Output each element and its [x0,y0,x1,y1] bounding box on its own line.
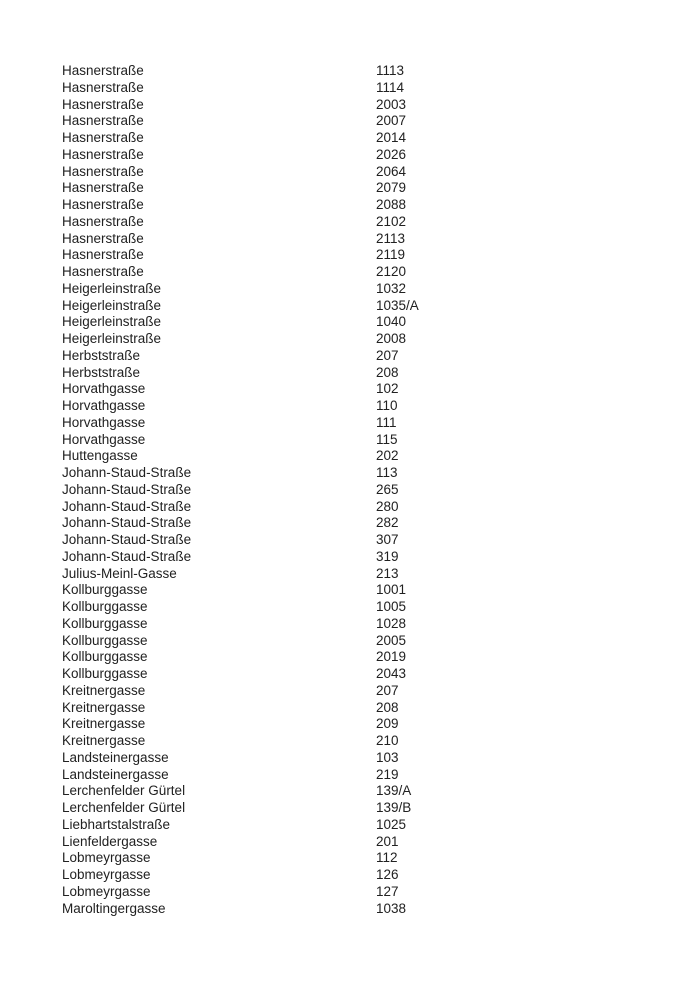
table-row [62,884,680,901]
street-name-cell: Heigerleinstraße [62,331,162,346]
street-number-cell: 2079 [376,180,407,196]
street-name-cell: Hasnerstraße [62,247,144,263]
table-row [62,532,680,549]
street-number-cell: 2005 [376,632,407,648]
street-name-cell: Hasnerstraße [62,96,144,112]
street-number-cell: 112 [376,850,398,866]
street-number-cell: 2043 [376,666,407,681]
street-name-cell: Kollburggasse [62,615,148,631]
street-name-cell: Heigerleinstraße [62,280,162,296]
table-row [62,147,680,164]
table-row [62,683,680,700]
table-row [62,130,680,147]
table-row [62,415,680,432]
street-name-cell: Lobmeyrgasse [62,850,151,866]
street-name-cell: Horvathgasse [62,381,146,397]
street-name-cell: Hasnerstraße [62,146,144,162]
street-number-cell: 115 [376,431,398,447]
street-name-cell: Hasnerstraße [62,79,144,95]
table-row [62,348,680,365]
street-name-cell: Hasnerstraße [62,113,144,129]
street-list [62,63,680,917]
street-name-cell: Horvathgasse [62,414,146,430]
table-row [62,365,680,382]
street-name-cell: Herbststraße [62,347,141,363]
street-number-cell: 2003 [376,96,407,112]
table-row [62,901,680,918]
street-number-cell: 1038 [376,900,407,916]
street-name-cell: Hasnerstraße [62,180,144,196]
table-row [62,197,680,214]
street-number-cell: 111 [376,414,397,430]
table-row [62,800,680,817]
street-number-cell: 213 [376,565,399,581]
street-name-cell: Hasnerstraße [62,130,144,145]
street-name-cell: Huttengasse [62,448,138,464]
table-row [62,850,680,867]
table-row [62,549,680,566]
street-number-cell: 209 [376,716,399,732]
table-row [62,180,680,197]
street-name-cell: Horvathgasse [62,398,146,413]
street-name-cell: Landsteinergasse [62,766,169,782]
street-number-cell: 1032 [376,280,407,296]
table-row [62,231,680,248]
street-name-cell: Lobmeyrgasse [62,883,151,899]
table-row [62,381,680,398]
table-row [62,817,680,834]
table-row [62,281,680,298]
table-row [62,398,680,415]
street-number-cell: 1040 [376,314,407,330]
street-name-cell: Kreitnergasse [62,682,146,698]
table-row [62,582,680,599]
street-number-cell: 2007 [376,113,407,129]
street-number-cell: 1113 [376,63,405,78]
street-name-cell: Maroltingergasse [62,900,166,916]
street-number-cell: 1028 [376,615,407,631]
table-row [62,834,680,851]
table-row [62,63,680,80]
table-row [62,666,680,683]
table-row [62,80,680,97]
street-number-cell: 2120 [376,264,407,279]
table-row [62,465,680,482]
street-number-cell: 139/A [376,783,412,799]
street-name-cell: Johann-Staud-Straße [62,481,192,497]
street-number-cell: 210 [376,733,399,748]
table-row [62,331,680,348]
street-name-cell: Hasnerstraße [62,264,144,279]
street-number-cell: 113 [376,465,398,480]
street-number-cell: 207 [376,682,399,698]
street-number-cell: 2014 [376,130,407,145]
table-row [62,113,680,130]
street-name-cell: Hasnerstraße [62,163,144,179]
street-name-cell: Hasnerstraße [62,213,144,229]
street-number-cell: 2019 [376,649,407,665]
street-number-cell: 2119 [376,247,406,263]
street-number-cell: 1005 [376,599,407,614]
table-row [62,649,680,666]
street-number-cell: 219 [376,766,399,782]
street-name-cell: Kreitnergasse [62,699,146,715]
street-name-cell: Johann-Staud-Straße [62,465,192,480]
street-name-cell: Johann-Staud-Straße [62,515,192,531]
table-row [62,164,680,181]
street-name-cell: Johann-Staud-Straße [62,548,192,564]
table-row [62,499,680,516]
street-number-cell: 282 [376,515,399,531]
street-name-cell: Heigerleinstraße [62,297,162,313]
street-name-cell: Kollburggasse [62,632,148,648]
street-name-cell: Johann-Staud-Straße [62,532,192,547]
street-number-cell: 102 [376,381,399,397]
street-number-cell: 1114 [376,79,405,95]
table-row [62,750,680,767]
street-number-cell: 103 [376,749,399,765]
street-number-cell: 110 [376,398,398,413]
street-number-cell: 2088 [376,197,407,212]
table-row [62,298,680,315]
table-row [62,482,680,499]
street-name-cell: Lerchenfelder Gürtel [62,800,186,815]
street-number-cell: 2113 [376,230,406,246]
street-number-cell: 139/B [376,800,412,815]
street-number-cell: 127 [376,883,399,899]
table-row [62,783,680,800]
street-number-cell: 307 [376,532,399,547]
street-name-cell: Heigerleinstraße [62,314,162,330]
table-row [62,767,680,784]
street-name-cell: Horvathgasse [62,431,146,447]
street-name-cell: Lienfeldergasse [62,833,158,849]
table-row [62,599,680,616]
street-number-cell: 2102 [376,213,407,229]
street-name-cell: Kreitnergasse [62,716,146,732]
street-name-cell: Kollburggasse [62,599,148,614]
street-name-cell: Hasnerstraße [62,63,144,78]
street-name-cell: Hasnerstraße [62,197,144,212]
street-number-cell: 126 [376,867,399,882]
table-row [62,432,680,449]
street-number-cell: 280 [376,498,399,514]
street-name-cell: Lerchenfelder Gürtel [62,783,186,799]
street-name-cell: Liebhartstalstraße [62,816,171,832]
table-row [62,314,680,331]
table-row [62,264,680,281]
table-row [62,616,680,633]
street-name-cell: Kollburggasse [62,666,148,681]
table-row [62,733,680,750]
table-row [62,448,680,465]
table-row [62,716,680,733]
street-name-cell: Kollburggasse [62,582,148,598]
street-name-cell: Johann-Staud-Straße [62,498,192,514]
street-name-cell: Kollburggasse [62,649,148,665]
table-row [62,247,680,264]
table-row [62,214,680,231]
table-row [62,633,680,650]
street-number-cell: 2008 [376,331,407,346]
street-name-cell: Hasnerstraße [62,230,144,246]
street-name-cell: Kreitnergasse [62,733,146,748]
street-name-cell: Herbststraße [62,364,141,380]
street-number-cell: 265 [376,481,399,497]
street-number-cell: 201 [376,833,399,849]
street-number-cell: 2064 [376,163,407,179]
street-number-cell: 1025 [376,816,407,832]
street-number-cell: 2026 [376,146,407,162]
table-row [62,867,680,884]
street-number-cell: 202 [376,448,399,464]
street-number-cell: 207 [376,347,399,363]
street-number-cell: 319 [376,548,399,564]
street-number-cell: 208 [376,364,399,380]
table-row [62,515,680,532]
street-number-cell: 1001 [376,582,407,598]
street-number-cell: 208 [376,699,399,715]
table-row [62,700,680,717]
table-row [62,566,680,583]
street-number-cell: 1035/A [376,297,419,313]
street-name-cell: Landsteinergasse [62,749,169,765]
street-name-cell: Julius-Meinl-Gasse [62,565,177,581]
table-row [62,97,680,114]
street-name-cell: Lobmeyrgasse [62,867,151,882]
